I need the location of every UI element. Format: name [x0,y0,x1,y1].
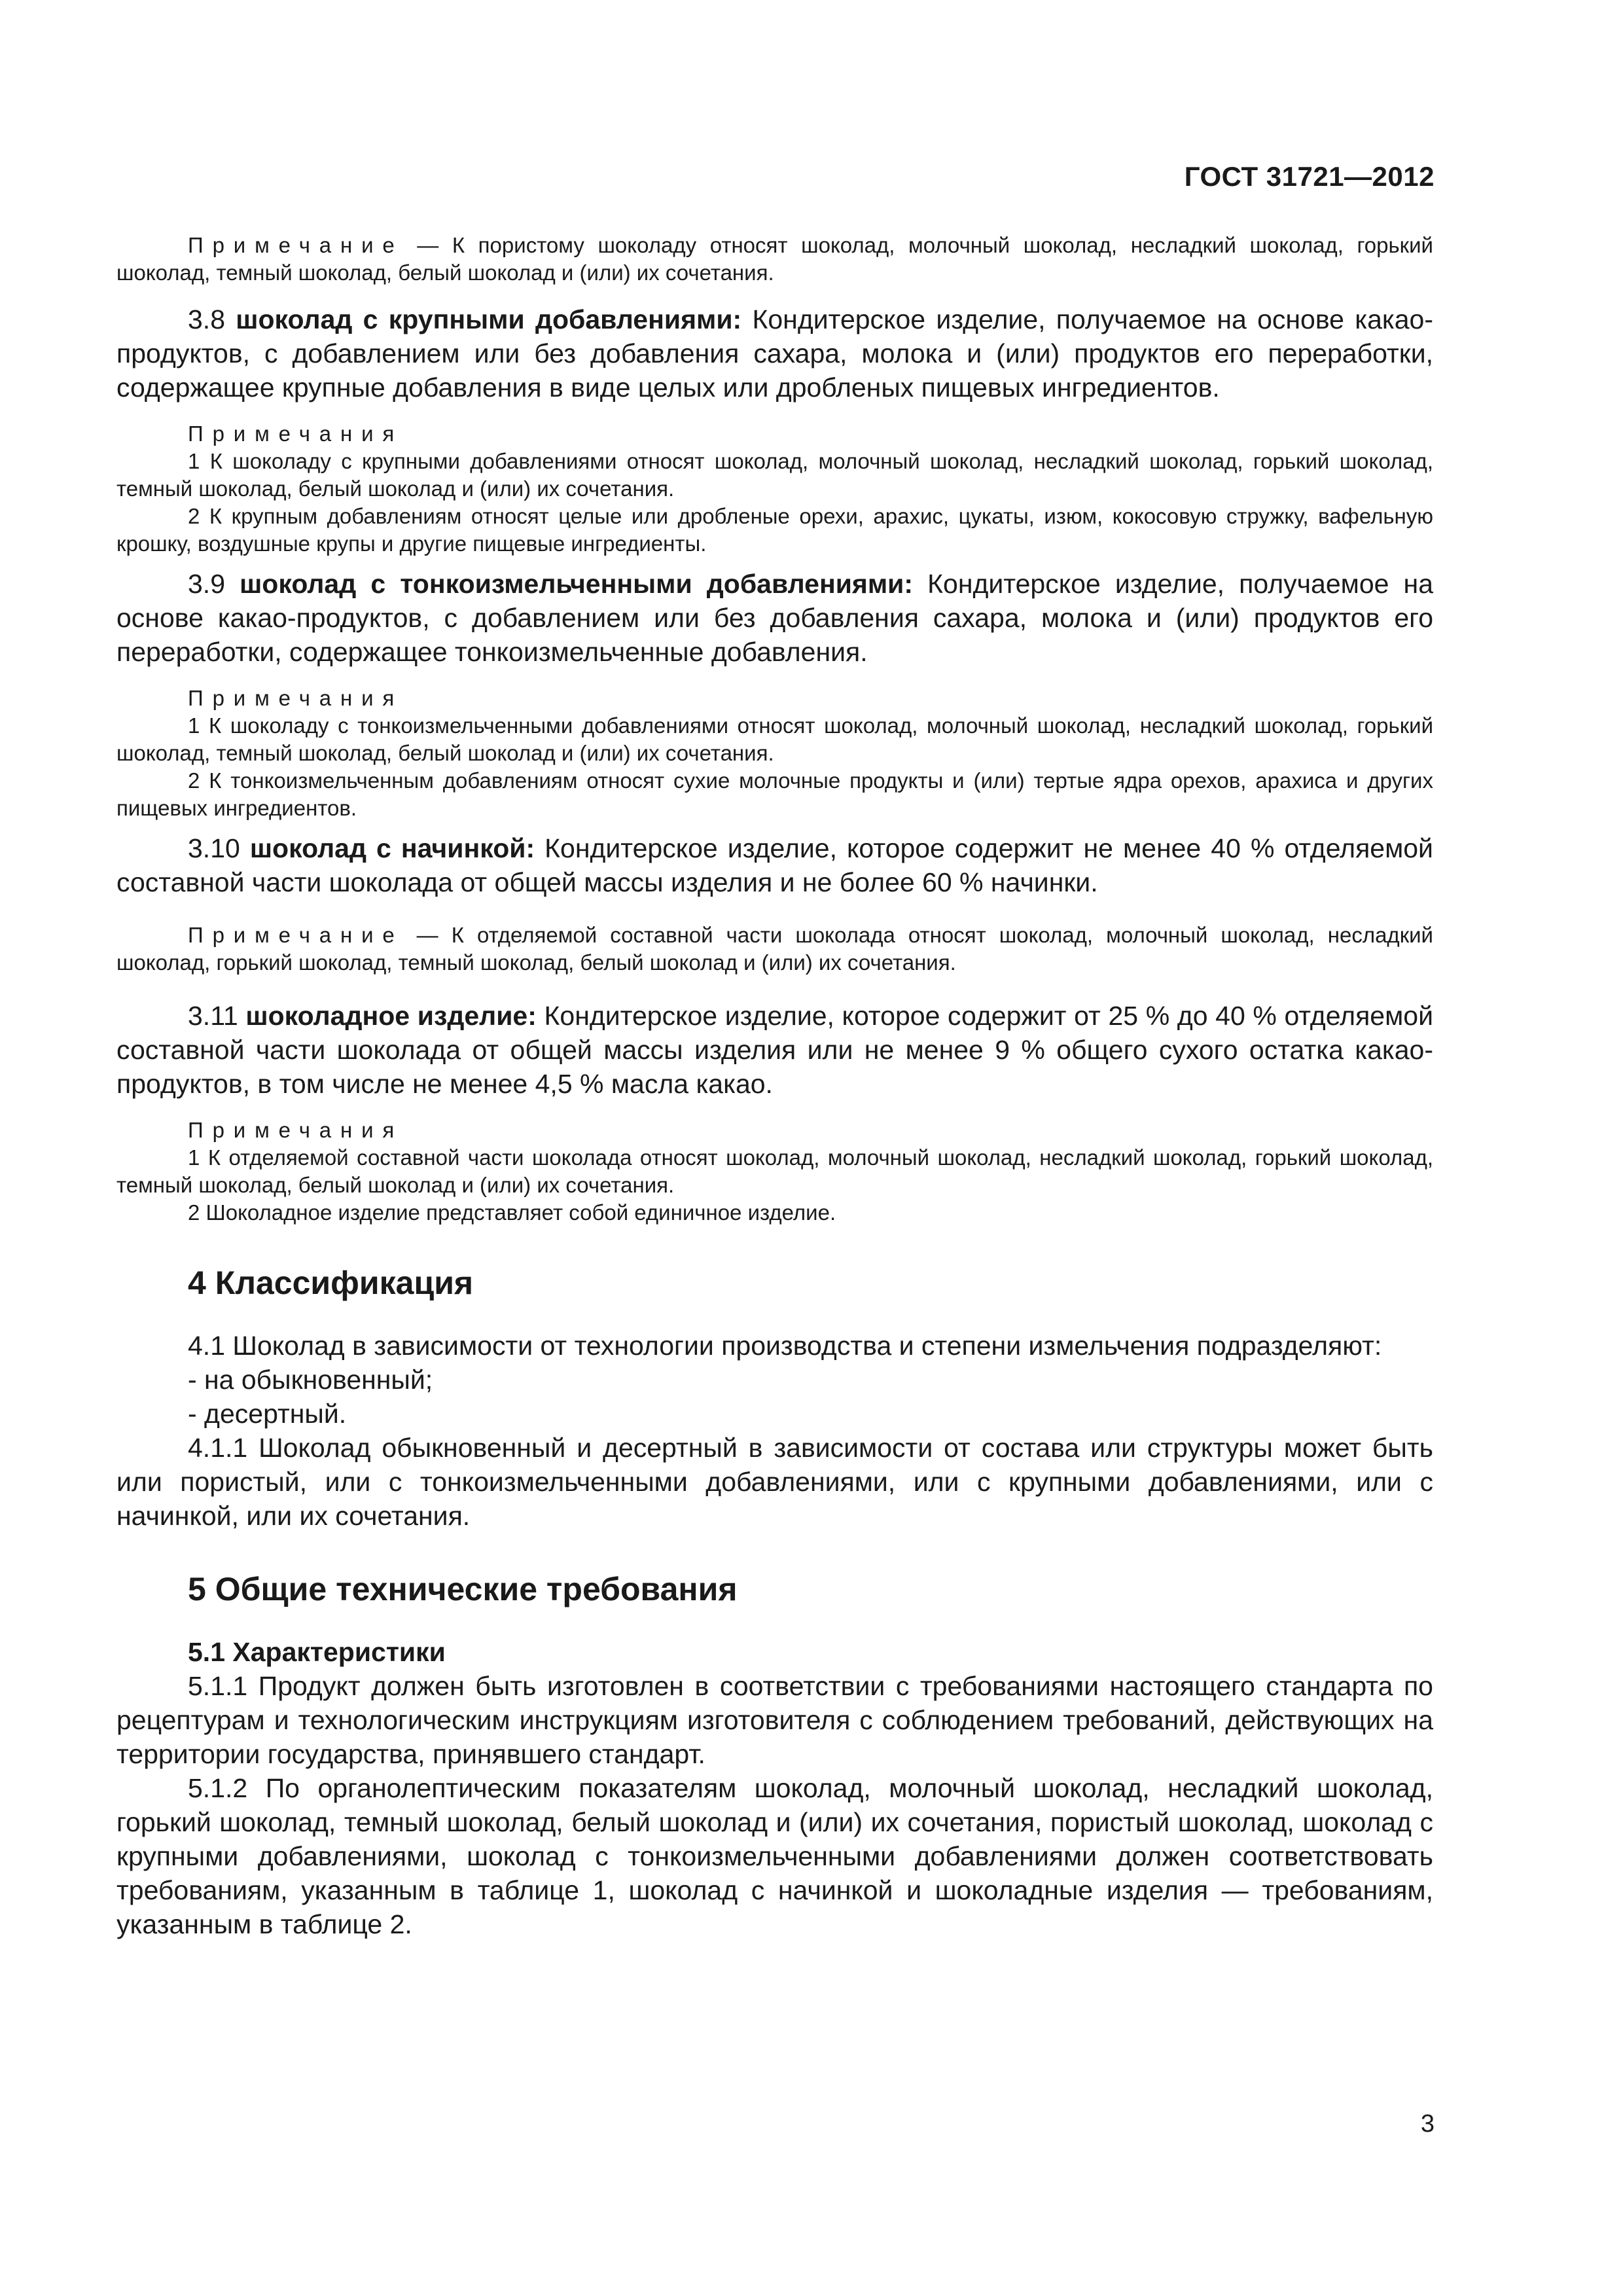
clause-number: 3.9 [188,569,225,599]
note-item: 1 К шоколаду с тонкоизмельченными добавлениями относят шоколад, молочный шоколад, несладкий шоколад, горький шоколад, темный шоколад, белый шоколад и (или) их сочетания. [116,713,1433,765]
note-label: Примечание [188,233,404,257]
clause-3-11 [116,999,1433,1101]
clause-5-1-1: 5.1.1 Продукт должен быть изготовлен в соответствии с требованиями настоящего стандарта по рецептурам и технологическим инструкциям изготовителя с соблюдением требований, действующих на территории государства, принявшего стандарт. [116,1671,1433,1769]
clause-term: шоколад с крупными добавлениями: [236,304,742,334]
notes-label: Примечания [188,1118,404,1142]
clause-text: Кондитерское изделие, получаемое на основе какао-продуктов, с добавлением или без добавления сахара, молока и (или) продуктов его переработки, содержащее тонкоизмельченные добавления. [116,569,1433,667]
clause-text: Кондитерское изделие, которое содержит не менее 40 % отделяемой составной части шоколада от общей массы изделия и не более 60 % начинки. [116,833,1433,897]
standard-header: ГОСТ 31721—2012 [1184,161,1435,192]
page-content [116,232,1433,1941]
clause-3-8 [116,302,1433,404]
note-item: 2 К тонкоизмельченным добавлениям относят сухие молочные продукты и (или) тертые ядра орехов, арахиса и других пищевых ингредиентов. [116,768,1433,820]
clause-text: Кондитерское изделие, получаемое на основе какао-продуктов, с добавлением или без добавления сахара, молока и (или) продуктов его переработки, содержащее крупные добавления в виде целых или дробленых пищевых ингредиентов. [116,304,1433,403]
list-item: - десертный. [188,1399,347,1429]
page-number: 3 [1420,2110,1435,2138]
clause-5-1-2: 5.1.2 По органолептическим показателям шоколад, молочный шоколад, несладкий шоколад, горький шоколад, темный шоколад, белый шоколад и (или) их сочетания, пористый шоколад, шоколад с крупными добавлениями, шоколад с тонкоизмельченными добавлениями должен соответствовать требованиям, указанным в таблице 1, шоколад с начинкой и шоколадные изделия — требованиям, указанным в таблице 2. [116,1773,1433,1939]
clause-3-9 [116,567,1433,669]
note-filled [116,922,1433,977]
section-4-title: 4 Классификация [188,1265,474,1301]
clause-4-1-1: 4.1.1 Шоколад обыкновенный и десертный в зависимости от состава или структуры может быть или пористый, или с тонкоизмельченными добавлениями, или с крупными добавлениями, или с начинкой, или их сочетания. [116,1433,1433,1531]
note-label: Примечание [188,923,404,947]
clause-4-1: 4.1 Шоколад в зависимости от технологии производства и степени измельчения подразделяют: [188,1331,1382,1361]
note-porous [116,232,1433,287]
note-text: — К пористому шоколаду относят шоколад, молочный шоколад, несладкий шоколад, горький шоколад, темный шоколад, белый шоколад и (или) их сочетания. [116,233,1433,285]
note-item: 1 К отделяемой составной части шоколада относят шоколад, молочный шоколад, несладкий шоколад, горький шоколад, темный шоколад, белый шоколад и (или) их сочетания. [116,1145,1433,1197]
note-text: — К отделяемой составной части шоколада относят шоколад, молочный шоколад, несладкий шоколад, горький шоколад, темный шоколад, белый шоколад и (или) их сочетания. [116,923,1433,975]
list-item: - на обыкновенный; [188,1365,433,1395]
subsection-5-1-title: 5.1 Характеристики [188,1637,446,1667]
clause-term: шоколад с начинкой: [249,833,535,863]
note-item: 2 Шоколадное изделие представляет собой единичное изделие. [188,1200,836,1225]
clause-number: 3.11 [188,1001,238,1031]
note-item: 2 К крупным добавлениям относят целые или дробленые орехи, арахис, цукаты, изюм, кокосовую стружку, вафельную крошку, воздушные крупы и другие пищевые ингредиенты. [116,504,1433,556]
clause-number: 3.10 [188,833,240,863]
clause-term: шоколад с тонкоизмельченными добавлениями: [240,569,914,599]
clause-text: Кондитерское изделие, которое содержит от 25 % до 40 % отделяемой составной части шоколада от общей массы изделия или не менее 9 % общего сухого остатка какао-продуктов, в том числе не менее 4,5 % масла какао. [116,1001,1433,1099]
clause-3-10 [116,831,1433,899]
section-5-title: 5 Общие технические требования [188,1571,738,1607]
clause-term: шоколадное изделие: [245,1001,537,1031]
note-item: 1 К шоколаду с крупными добавлениями относят шоколад, молочный шоколад, несладкий шоколад, горький шоколад, темный шоколад, белый шоколад и (или) их сочетания. [116,449,1433,501]
notes-label: Примечания [188,422,404,446]
notes-label: Примечания [188,686,404,710]
clause-number: 3.8 [188,304,225,334]
